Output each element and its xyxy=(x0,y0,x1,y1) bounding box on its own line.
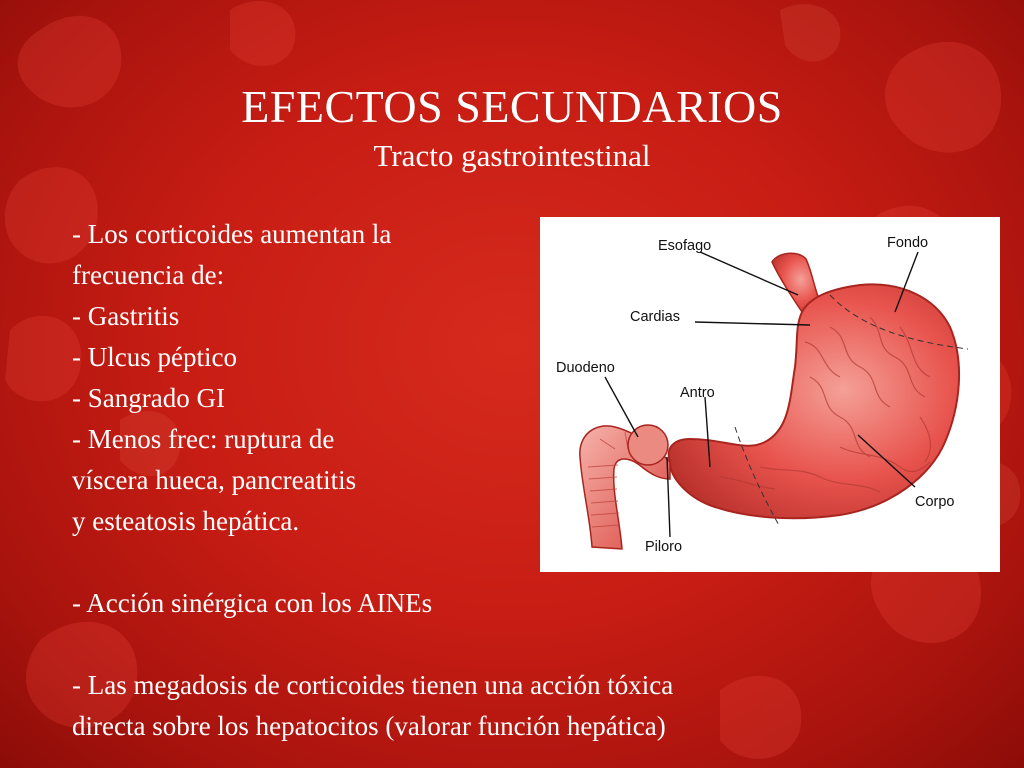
blank-line xyxy=(72,624,972,665)
text-line: frecuencia de: xyxy=(72,260,225,290)
label-fondo: Fondo xyxy=(887,235,929,251)
label-piloro: Piloro xyxy=(645,539,683,555)
label-corpo: Corpo xyxy=(915,494,955,510)
slide-subtitle: Tracto gastrointestinal xyxy=(373,138,651,173)
text-line: - Los corticoides aumentan la xyxy=(72,219,392,249)
text-line: - Ulcus péptico xyxy=(72,342,237,372)
text-line: y esteatosis hepática. xyxy=(72,506,300,536)
label-esofago: Esofago xyxy=(658,238,712,254)
stomach-shape xyxy=(669,284,959,518)
stomach-diagram xyxy=(540,217,1000,572)
label-antro: Antro xyxy=(680,385,715,401)
text-line: - Gastritis xyxy=(72,301,180,331)
label-duodeno: Duodeno xyxy=(556,360,615,376)
slide-title: EFECTOS SECUNDARIOS xyxy=(241,81,783,132)
text-line: - Sangrado GI xyxy=(72,383,225,413)
stomach-illustration xyxy=(540,217,1000,572)
text-line: directa sobre los hepatocitos (valorar función hepática) xyxy=(72,711,666,741)
text-line: - Las megadosis de corticoides tienen una acción tóxica xyxy=(72,670,674,700)
text-line: - Acción sinérgica con los AINEs xyxy=(72,588,433,618)
text-line: - Menos frec: ruptura de xyxy=(72,424,335,454)
text-line: víscera hueca, pancreatitis xyxy=(72,465,357,495)
label-cardias: Cardias xyxy=(630,309,680,325)
